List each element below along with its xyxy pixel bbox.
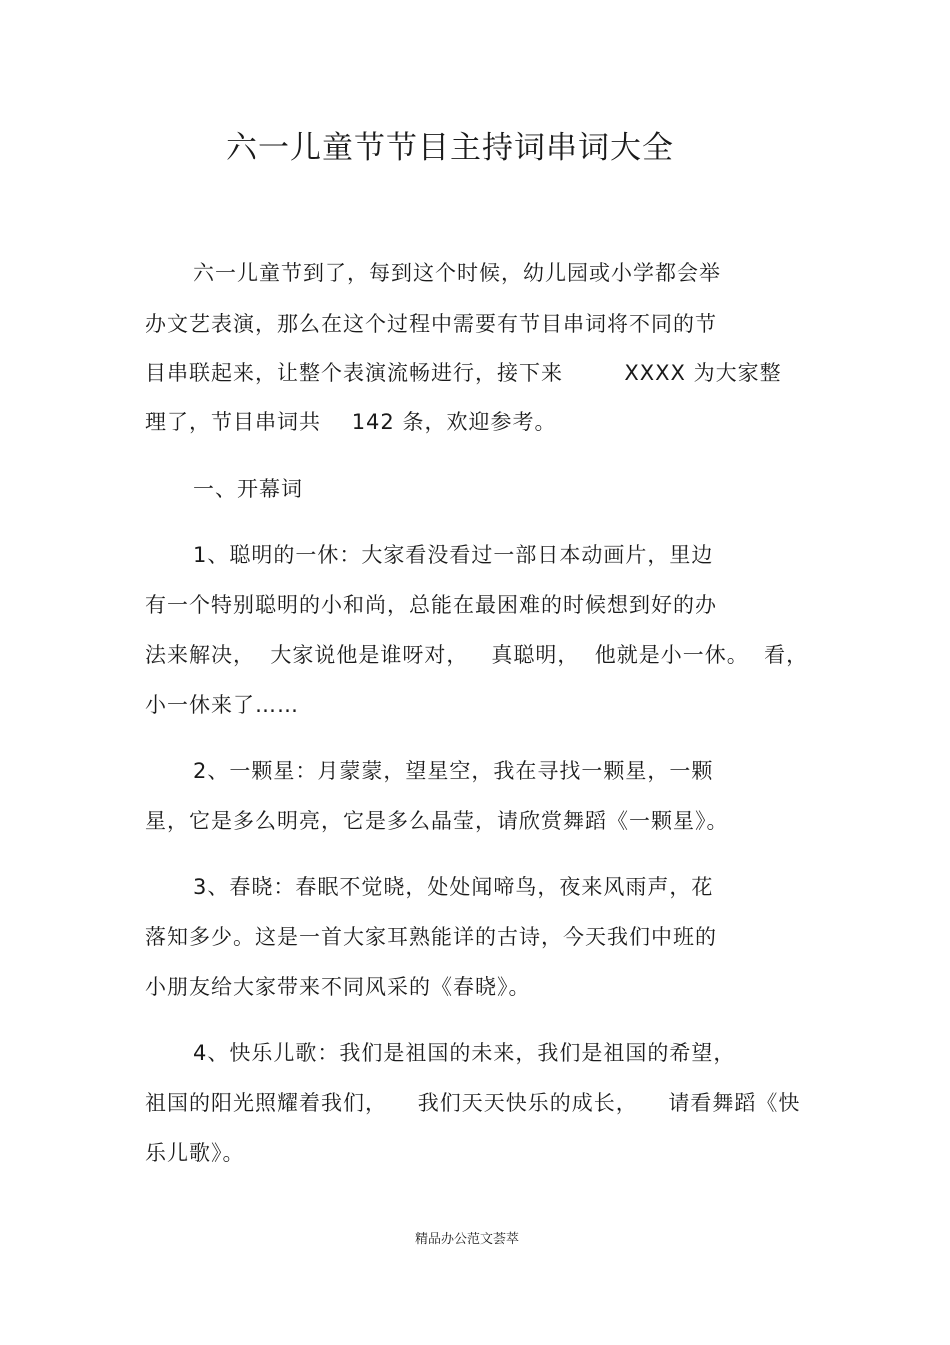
item-4-line-3: 乐儿歌》。 (145, 1141, 245, 1165)
item-3-line-1: 3、春晓：春眠不觉晓，处处闻啼鸟，夜来风雨声，花 (193, 875, 714, 899)
section-heading: 一、开幕词 (193, 477, 303, 501)
item-2-line-2: 星，它是多么明亮，它是多么晶莹，请欣赏舞蹈《一颗星》。 (145, 809, 729, 833)
item-2-line-1: 2、一颗星：月蒙蒙，望星空，我在寻找一颗星，一颗 (193, 759, 714, 783)
intro-line-2: 办文艺表演，那么在这个过程中需要有节目串词将不同的节 (145, 312, 717, 336)
intro-line-4: 理了，节目串词共 142 条，欢迎参考。 (145, 410, 557, 434)
item-3-line-2: 落知多少。这是一首大家耳熟能详的古诗，今天我们中班的 (145, 925, 717, 949)
item-1-line-1: 1、聪明的一休：大家看没看过一部日本动画片，里边 (193, 543, 714, 567)
document-title: 六一儿童节节目主持词串词大全 (226, 130, 674, 166)
intro-line-3: 目串联起来，让整个表演流畅进行，接下来 XXXX 为大家整 (145, 361, 782, 385)
item-4-line-1: 4、快乐儿歌：我们是祖国的未来，我们是祖国的希望， (193, 1041, 736, 1065)
page-footer: 精品办公范文荟萃 (414, 1232, 519, 1247)
item-4-line-2: 祖国的阳光照耀着我们， 我们天天快乐的成长， 请看舞蹈《快 (145, 1091, 801, 1115)
item-1-line-3: 法来解决， 大家说他是谁呀对， 真聪明， 他就是小一休。 看， (145, 643, 809, 667)
item-1-line-4: 小一休来了…… (145, 693, 299, 717)
intro-line-1: 六一儿童节到了，每到这个时候，幼儿园或小学都会举 (193, 261, 721, 285)
item-1-line-2: 有一个特别聪明的小和尚，总能在最困难的时候想到好的办 (145, 593, 717, 617)
item-3-line-3: 小朋友给大家带来不同风采的《春晓》。 (145, 975, 531, 999)
